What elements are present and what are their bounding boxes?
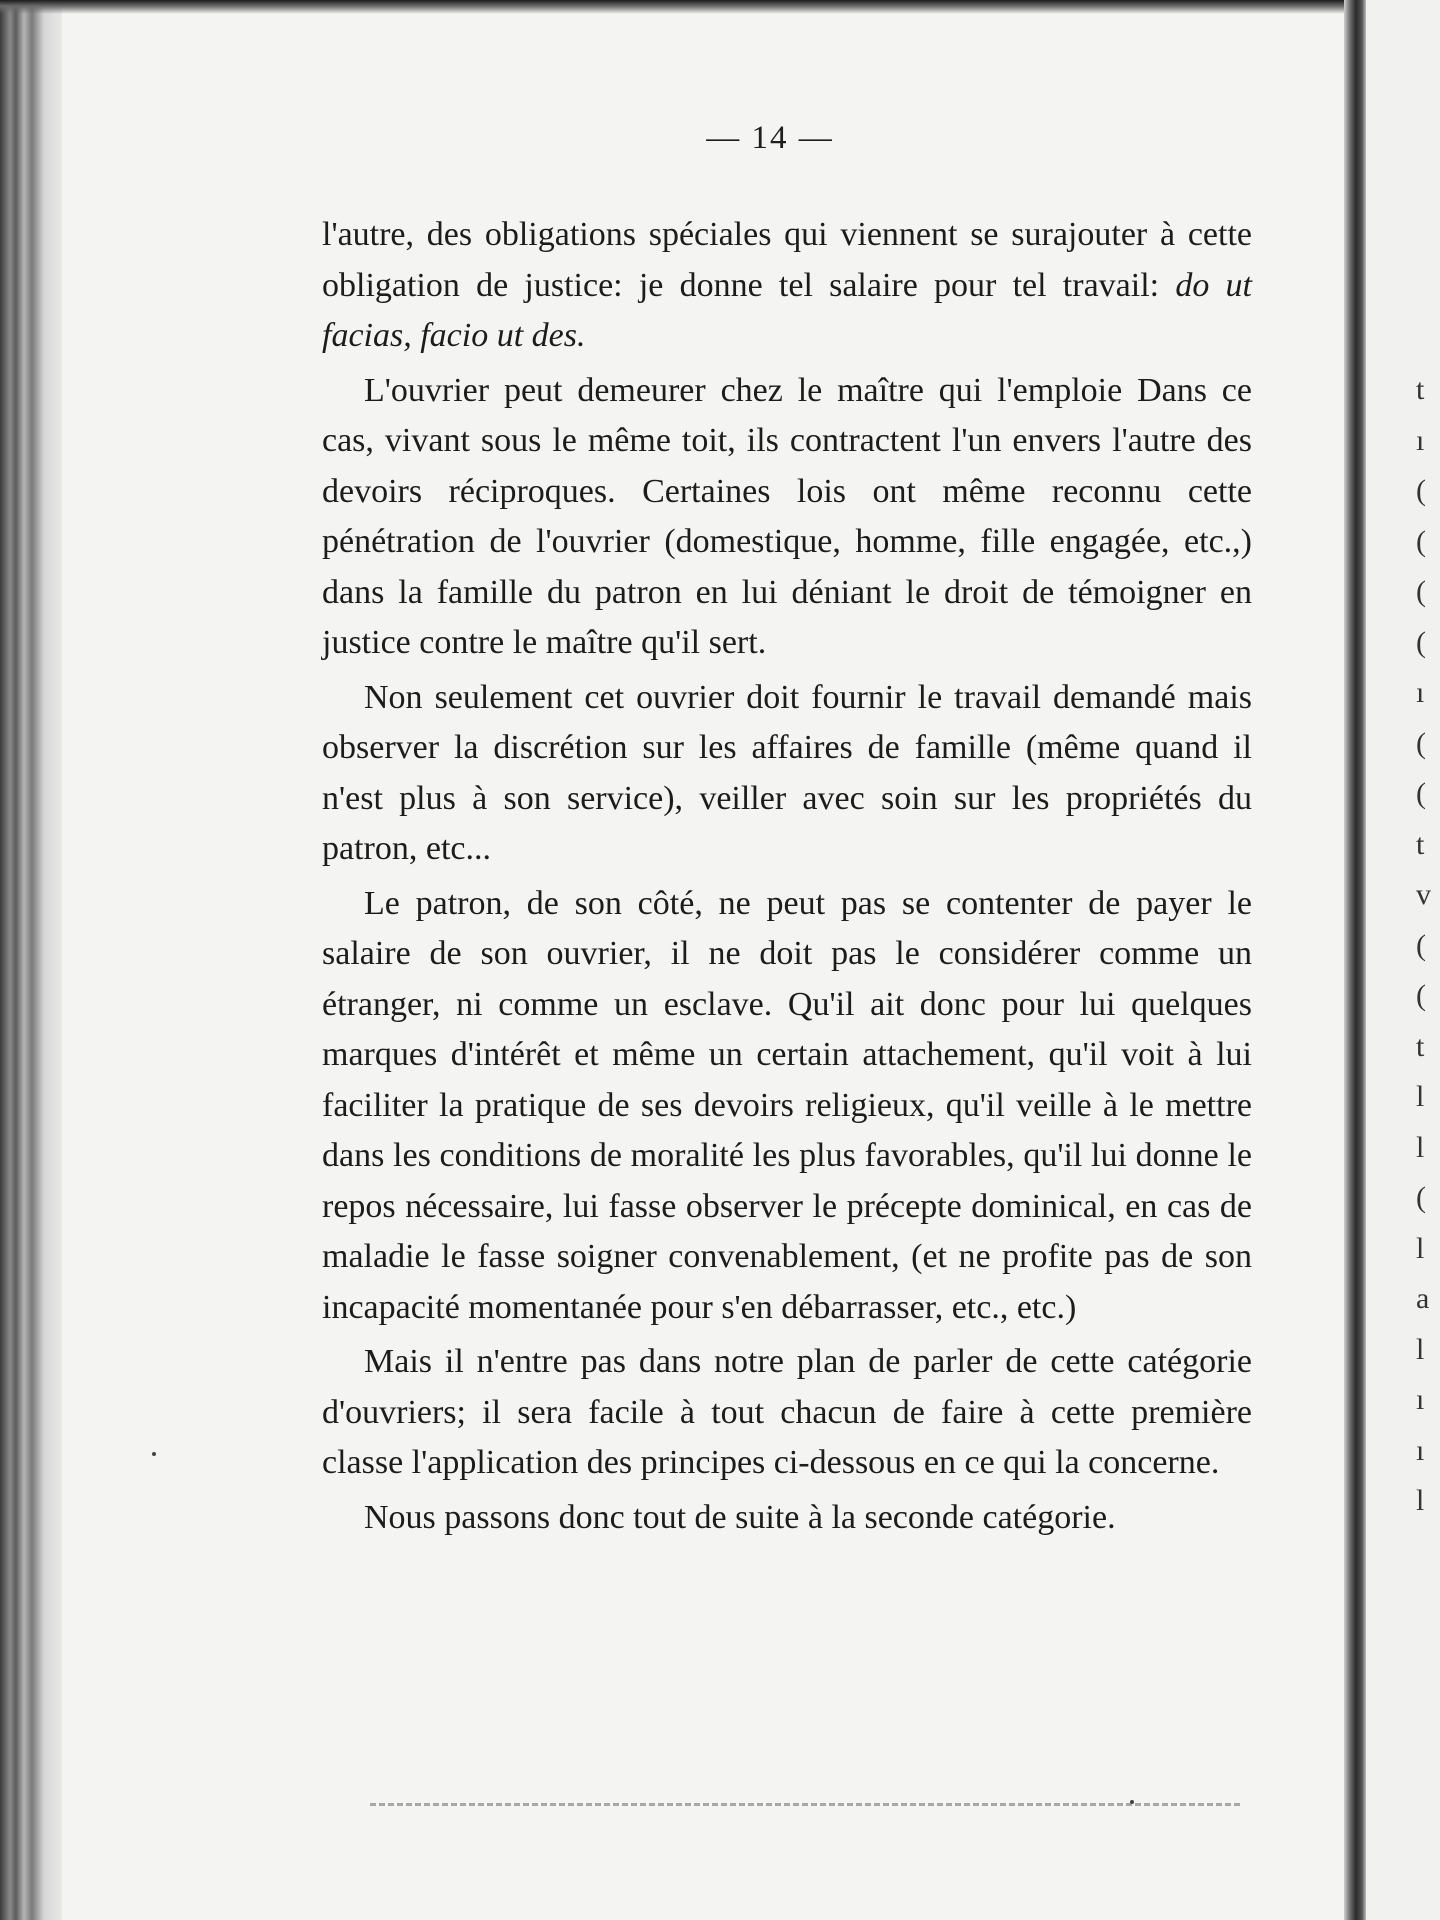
paragraph-1-text: l'autre, des obligations spéciales qui viennent se surajouter à cette obligation de justice: je donne tel salaire pour tel travail: (322, 216, 1252, 304)
dust-speck (152, 1452, 156, 1456)
facing-page-glyph: ı (1416, 676, 1425, 709)
paragraph-3: Non seulement cet ouvrier doit fournir le travail demandé mais observer la discrétion sur les affaires de famille (même quand il n'est plus à son service), veiller avec soin sur les propriétés du patron, etc... (322, 678, 1252, 867)
facing-page-glyph: v (1416, 878, 1431, 911)
facing-page-glyph: ı (1416, 1433, 1425, 1467)
facing-page-glyph: ( (1416, 474, 1426, 507)
facing-page-glyph: ı (1416, 1383, 1425, 1416)
facing-page-glyph: l (1416, 1130, 1425, 1164)
bottom-print-marks (370, 1803, 1240, 1810)
dust-speck (1130, 1800, 1134, 1804)
facing-page-glyph: l (1416, 1080, 1425, 1113)
top-edge-shadow (0, 0, 1440, 14)
facing-page-glyph: l (1416, 1332, 1425, 1366)
paragraph-1 (322, 210, 1252, 362)
page-gutter (1344, 0, 1366, 1920)
facing-page-glyph: ( (1416, 524, 1426, 558)
facing-page-glyph: ı (1416, 423, 1425, 457)
next-page-edge (1366, 0, 1440, 1920)
facing-page-glyph: l (1416, 1231, 1425, 1265)
facing-page-glyph: t (1416, 827, 1425, 861)
facing-page-glyph: ( (1416, 726, 1426, 760)
paragraph-2: L'ouvrier peut demeurer chez le maître qui l'emploie Dans ce cas, vivant sous le même toit, ils contractent l'un envers l'autre des devoirs réciproques. Certaines lois ont même reconnu cette pénétration de l'ouvrier (domestique, homme, fille engagée, etc.,) dans la famille du patron en lui déniant le droit de témoigner en justice contre le maître qu'il sert. (322, 371, 1252, 661)
page-number: — 14 — (706, 120, 834, 156)
facing-page-glyph: ( (1416, 979, 1426, 1012)
paragraph-6: Nous passons donc tout de suite à la seconde catégorie. (364, 1498, 1116, 1536)
facing-page-glyph: ( (1416, 777, 1426, 810)
body-text (322, 210, 1252, 1547)
facing-page-glyph: l (1416, 1484, 1425, 1517)
paragraph-4: Le patron, de son côté, ne peut pas se contenter de payer le salaire de son ouvrier, il ne doit pas le considérer comme un étranger, ni comme un esclave. Qu'il ait donc pour lui quelques marques d'intérêt et même un certain attachement, qu'il voit à lui faciliter la pratique de ses devoirs religieux, qu'il veille à le mettre dans les conditions de moralité les plus favorables, qu'il lui donne le repos nécessaire, lui fasse observer le précepte dominical, en cas de maladie le fasse soigner convenablement, (et ne profite pas de son incapacité momentanée pour s'en débarrasser, etc., etc.) (322, 884, 1252, 1326)
facing-page-glyph: ( (1416, 625, 1426, 659)
facing-page-glyph: ( (1416, 1181, 1426, 1214)
facing-page-glyph: t (1416, 1029, 1425, 1063)
latin-phrase: do ut facias, facio ut des. (322, 266, 1252, 354)
paragraph-5: Mais il n'entre pas dans notre plan de parler de cette catégorie d'ouvriers; il sera facile à tout chacun de faire à cette première classe l'application des principes ci-dessous en ce qui la concerne. (322, 1343, 1252, 1481)
binding-shadow (0, 0, 62, 1920)
facing-page-glyph: a (1416, 1282, 1430, 1315)
facing-page-glyph: ( (1416, 575, 1426, 608)
facing-page-glyph: ( (1416, 928, 1426, 962)
facing-page-glyph: t (1416, 373, 1425, 406)
